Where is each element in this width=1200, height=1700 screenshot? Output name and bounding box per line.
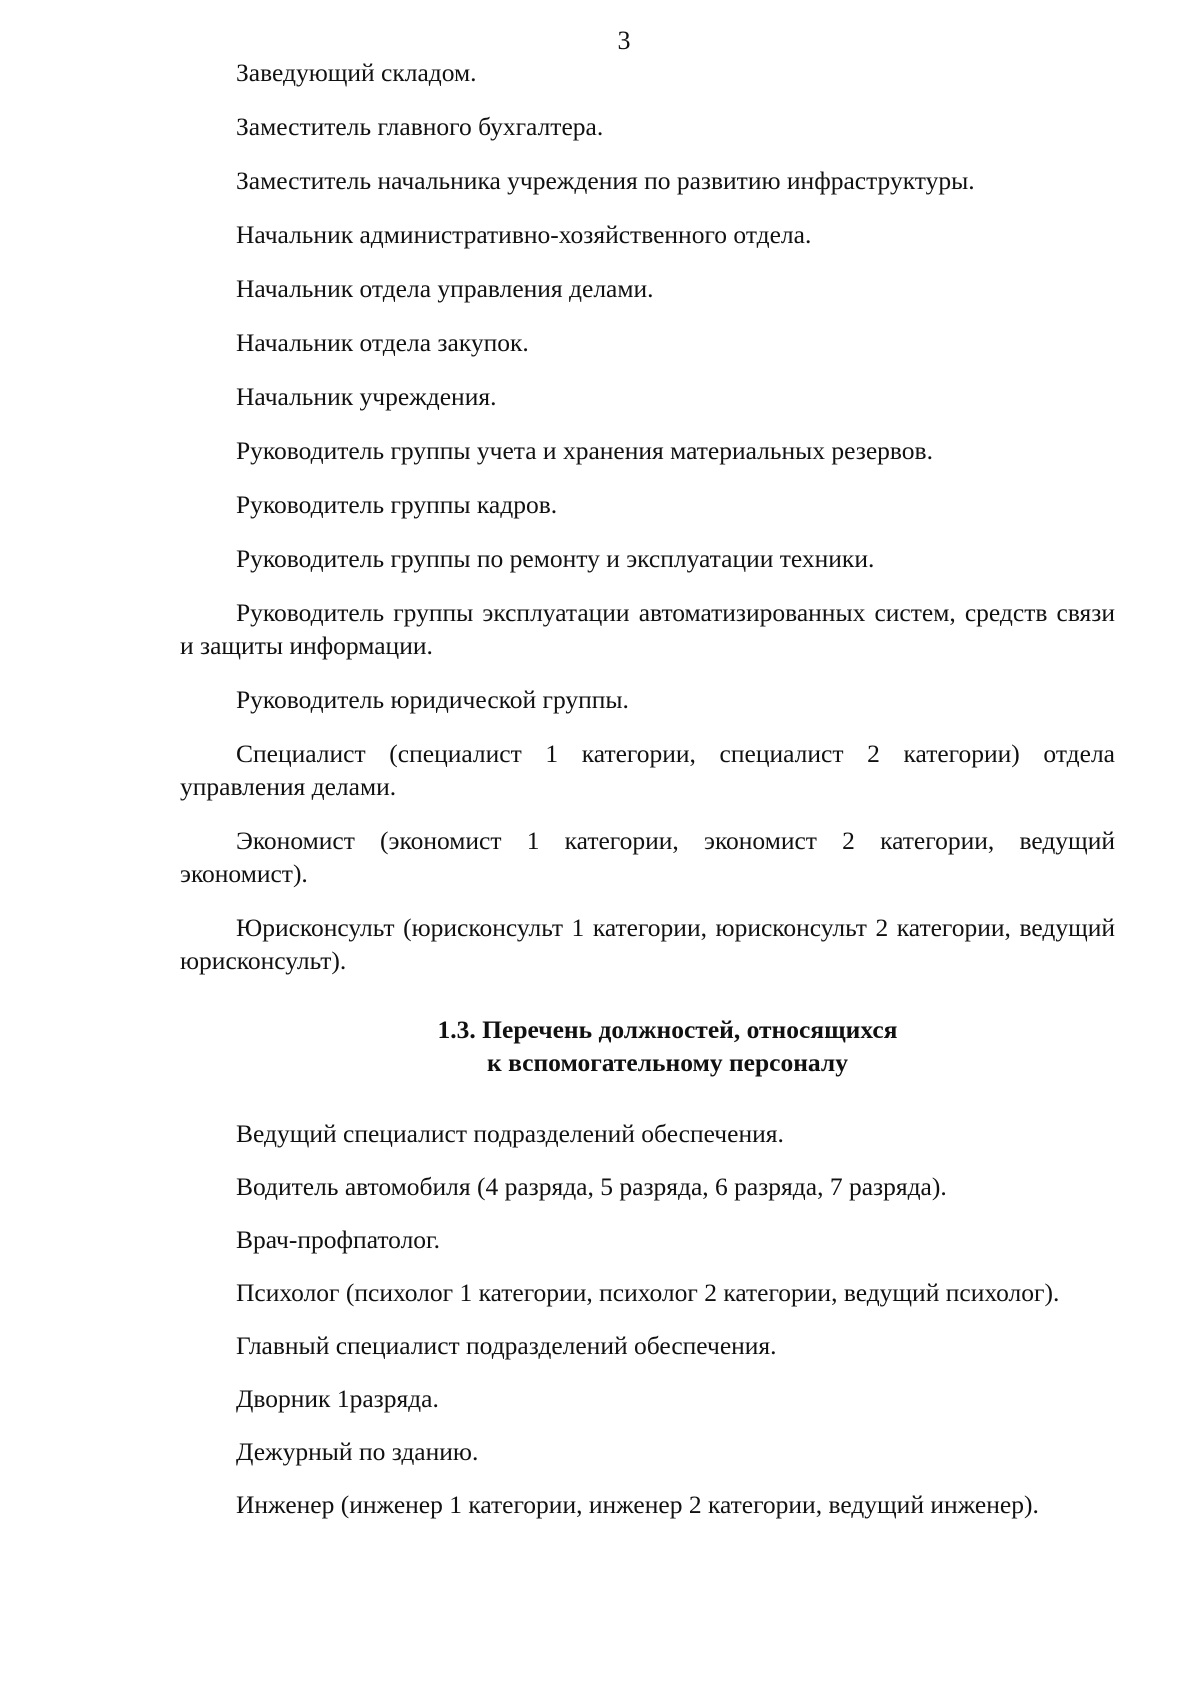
support-position-item: Водитель автомобиля (4 разряда, 5 разряда, 6 разряда, 7 разряда). [236, 1172, 947, 1201]
position-item: Руководитель группы по ремонту и эксплуатации техники. [236, 544, 875, 573]
section-heading-line-2: к вспомогательному персоналу [487, 1048, 848, 1077]
section-heading-line-1: 1.3. Перечень должностей, относящихся [437, 1015, 898, 1044]
document-body [180, 56, 1115, 1521]
position-item: Специалист (специалист 1 категории, специалист 2 категории) отдела управления делами. [180, 739, 1115, 801]
position-item: Начальник отдела управления делами. [236, 274, 654, 303]
support-position-item: Дежурный по зданию. [236, 1437, 479, 1466]
position-item: Заместитель главного бухгалтера. [236, 112, 604, 141]
support-position-item: Дворник 1разряда. [236, 1384, 439, 1413]
position-item: Начальник административно-хозяйственного отдела. [236, 220, 812, 249]
page-number: 3 [617, 26, 631, 55]
position-item: Начальник отдела закупок. [236, 328, 529, 357]
position-item: Заместитель начальника учреждения по развитию инфраструктуры. [236, 166, 975, 195]
position-item: Экономист (экономист 1 категории, экономист 2 категории, ведущий экономист). [180, 826, 1115, 888]
position-item: Заведующий складом. [236, 58, 477, 87]
support-position-item: Главный специалист подразделений обеспечения. [236, 1331, 777, 1360]
position-item: Руководитель группы учета и хранения материальных резервов. [236, 436, 933, 465]
position-item: Руководитель юридической группы. [236, 685, 629, 714]
position-item: Руководитель группы кадров. [236, 490, 558, 519]
support-position-item: Ведущий специалист подразделений обеспечения. [236, 1119, 784, 1148]
support-position-item: Психолог (психолог 1 категории, психолог 2 категории, ведущий психолог). [236, 1278, 1060, 1307]
position-item: Руководитель группы эксплуатации автоматизированных систем, средств связи и защиты информации. [180, 598, 1115, 660]
support-position-item: Врач-профпатолог. [236, 1225, 440, 1254]
position-item: Юрисконсульт (юрисконсульт 1 категории, юрисконсульт 2 категории, ведущий юрисконсульт). [180, 913, 1115, 975]
support-position-item: Инженер (инженер 1 категории, инженер 2 категории, ведущий инженер). [236, 1490, 1039, 1519]
position-item: Начальник учреждения. [236, 382, 497, 411]
